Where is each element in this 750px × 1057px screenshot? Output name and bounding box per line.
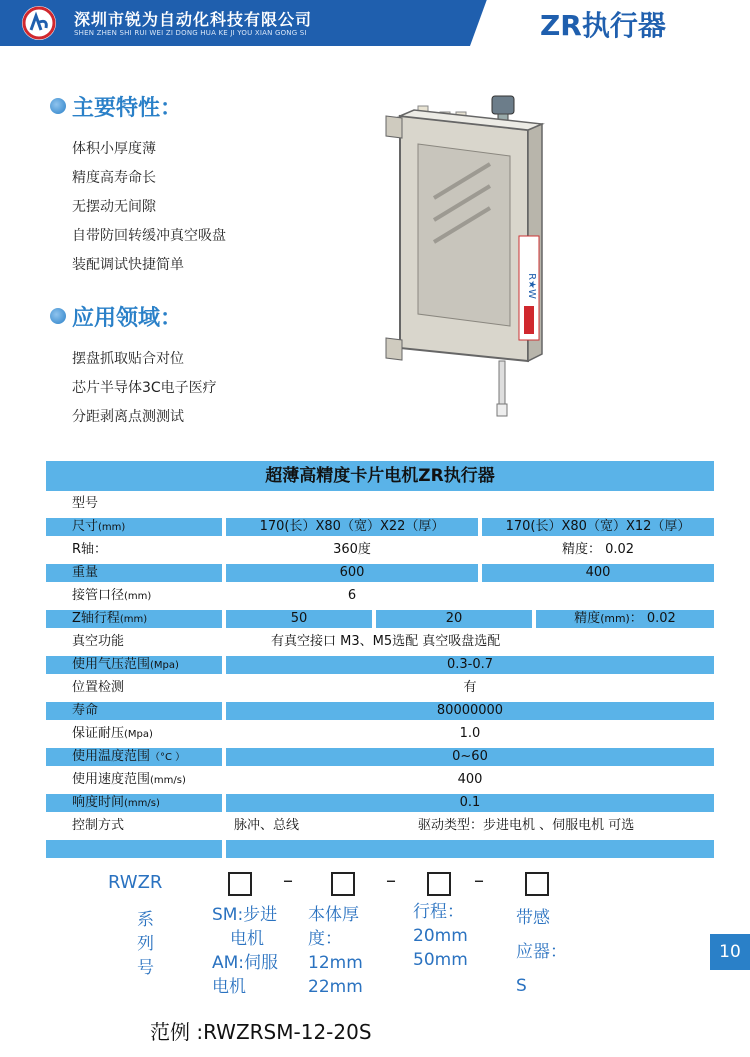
temp-unit: （°C ） <box>150 752 186 763</box>
feature-item: 自带防回转缓冲真空吸盘 <box>72 228 226 244</box>
table-row <box>46 540 714 560</box>
feature-item: 装配调试快捷简单 <box>72 257 184 273</box>
page-number: 10 <box>710 934 750 970</box>
z-precision-label: 精度 <box>574 611 601 626</box>
features-title: 主要特性： <box>72 96 183 121</box>
proof-label: 保证耐压 <box>72 726 125 741</box>
code-box <box>331 872 355 896</box>
applications-title: 应用领域： <box>72 306 183 331</box>
company-logo <box>22 6 56 40</box>
table-row <box>46 655 714 675</box>
proof-unit: (Mpa) <box>124 729 153 740</box>
life-value: 80000000 <box>436 703 504 718</box>
weight-b: 400 <box>585 565 611 580</box>
legend-stroke: 行程： 20mm 50mm <box>413 902 468 970</box>
order-code-prefix: RWZR <box>108 872 163 893</box>
drive-value: 驱动类型：步进电机 、伺服电机 可选 <box>418 818 635 833</box>
code-dash: – <box>283 868 293 892</box>
company-name-cn: 深圳市锐为自动化科技有限公司 <box>74 10 313 29</box>
z-precision-value: ： 0.02 <box>629 611 676 626</box>
model-label: 型号 <box>72 496 99 511</box>
code-dash: – <box>386 868 396 892</box>
pipe-unit: (mm) <box>124 591 152 602</box>
table-row <box>46 609 714 629</box>
control-label: 控制方式 <box>72 818 125 833</box>
life-label: 寿命 <box>72 703 99 718</box>
example-code: 范例 :RWZRSM-12-20S <box>150 1020 372 1044</box>
response-label: 响度时间 <box>72 795 125 810</box>
legend-thickness: 本体厚 度： 12mm 22mm <box>308 905 363 997</box>
speed-label: 使用速度范围 <box>72 772 151 787</box>
temp-label: 使用温度范围 <box>72 749 151 764</box>
vacuum-label: 真空功能 <box>72 634 125 649</box>
z-axis-a: 50 <box>290 611 308 626</box>
weight-a: 600 <box>339 565 365 580</box>
code-box <box>427 872 451 896</box>
position-label: 位置检测 <box>72 680 125 695</box>
proof-value: 1.0 <box>459 726 481 741</box>
table-row <box>46 793 714 813</box>
table-row <box>46 816 714 836</box>
application-item: 芯片半导体3C电子医疗 <box>72 380 217 396</box>
product-image <box>378 86 558 426</box>
spec-table-title: 超薄高精度卡片电机ZR执行器 <box>46 461 714 491</box>
r-axis-label: R轴： <box>72 542 108 557</box>
pressure-value: 0.3-0.7 <box>446 657 494 672</box>
legend-motor: SM:步进 电机 AM:伺服 电机 <box>212 905 279 997</box>
speed-value: 400 <box>457 772 483 787</box>
pressure-unit: (Mpa) <box>150 660 179 671</box>
z-axis-label: Z轴行程 <box>72 611 120 626</box>
size-label: 尺寸 <box>72 519 99 534</box>
pressure-label: 使用气压范围 <box>72 657 151 672</box>
temp-value: 0~60 <box>452 749 488 764</box>
code-box <box>228 872 252 896</box>
weight-label: 重量 <box>72 565 99 580</box>
table-row <box>46 724 714 744</box>
speed-unit: (mm/s) <box>150 775 186 786</box>
size-b: 170(长）X80（宽）X12（厚） <box>505 519 691 534</box>
table-row <box>46 839 714 859</box>
table-row <box>46 747 714 767</box>
r-axis-precision: 精度： 0.02 <box>561 542 635 557</box>
z-axis-b: 20 <box>445 611 463 626</box>
feature-item: 体积小厚度薄 <box>72 141 156 157</box>
position-value: 有 <box>463 680 477 695</box>
product-title: ZR执行器 <box>540 9 666 42</box>
control-value: 脉冲、总线 <box>234 818 300 833</box>
response-value: 0.1 <box>459 795 481 810</box>
size-a: 170(长）X80（宽）X22（厚） <box>259 519 445 534</box>
code-dash: – <box>474 868 484 892</box>
z-axis-unit: (mm) <box>119 614 148 625</box>
application-item: 摆盘抓取贴合对位 <box>72 351 184 367</box>
z-precision-unit: (mm) <box>600 612 630 625</box>
feature-item: 精度高寿命长 <box>72 170 156 186</box>
table-row <box>46 517 714 537</box>
company-name-en: SHEN ZHEN SHI RUI WEI ZI DONG HUA KE JI YOU XIAN GONG SI <box>74 29 307 37</box>
bullet-icon <box>50 308 66 324</box>
bullet-icon <box>50 98 66 114</box>
table-row <box>46 563 714 583</box>
table-row <box>46 770 714 790</box>
feature-item: 无摆动无间隙 <box>72 199 156 215</box>
table-row <box>46 586 714 606</box>
vacuum-value: 有真空接口 M3、M5选配 真空吸盘选配 <box>271 634 501 649</box>
table-row <box>46 678 714 698</box>
code-box <box>525 872 549 896</box>
application-item: 分距剥离点测测试 <box>72 409 184 425</box>
table-row <box>46 701 714 721</box>
table-row <box>46 632 714 652</box>
legend-sensor: 带感 应器： S <box>516 908 567 996</box>
response-unit: (mm/s) <box>124 798 160 809</box>
legend-series: 系 列 号 <box>137 910 154 978</box>
pipe-label: 接管口径 <box>72 588 125 603</box>
pipe-value: 6 <box>347 588 357 603</box>
r-axis-value: 360度 <box>333 542 371 557</box>
table-row <box>46 494 714 514</box>
svg-text:R★W: R★W <box>526 273 537 299</box>
size-unit: (mm) <box>98 522 126 533</box>
